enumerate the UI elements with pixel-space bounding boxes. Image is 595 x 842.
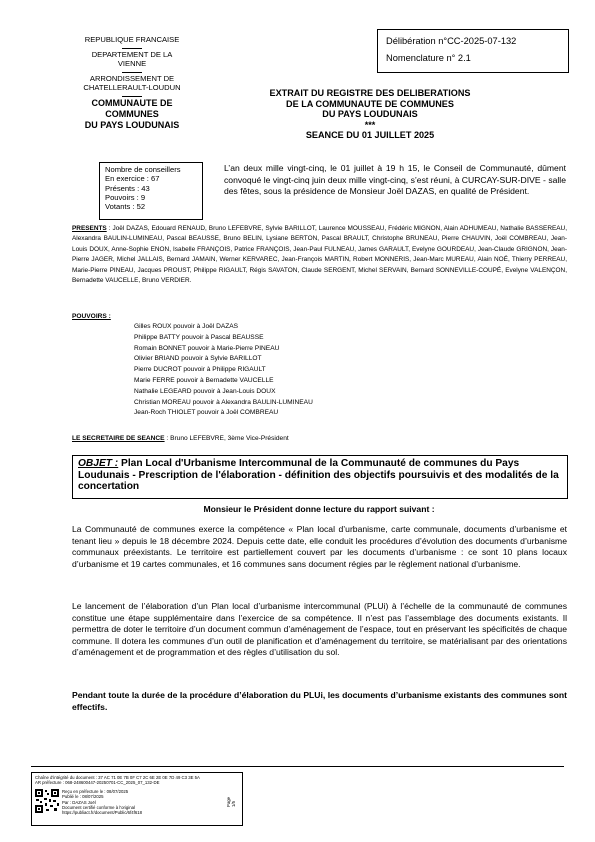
title-stars: *** — [364, 119, 376, 130]
communaute-line-1: COMMUNAUTE DE — [91, 97, 173, 108]
secretaire-label: LE SECRETAIRE DE SEANCE — [72, 435, 165, 442]
pouvoir-item: Nathalie LEGEARD pouvoir à Jean-Louis DOUX — [134, 387, 276, 395]
pouvoirs-list — [134, 322, 313, 419]
paragraph-3: Pendant toute la durée de la procédure d’élaboration du PLUi, les documents d’urbanisme existants des communes sont effectifs. — [72, 690, 567, 712]
presents-list: : Joël DAZAS, Edouard RENAUD, Bruno LEFEBVRE, Sylvie BARILLOT, Laurence MOUSSEAU, Frédéric MIGNON, Alain ADHUMEAU, Nathalie BASSEREAU, Alexandra BAULIN-LUMINEAU, Pascal BEAUSSE, Bruno BELIN, Lysiane BERTON, Pascal BRAULT, Christophe BRUNEAU, Pierre CHAUVIN, Joël COMBREAU, Jean-Louis DOUX, Anne-Sophie ENON, Isabelle FRANÇOIS, Patrice FRANÇOIS, Jean-Paul FULNEAU, James GARAULT, Evelyne GOURDEAU, Jean-Claude GRIGNON, Jean-Pierre JAGER, Michel JALLAIS, Bernard JAMAIN, Werner KERVAREC, Jean-François MARTIN, Robert MONNERIS, Jean-Marc MUREAU, Alain NOÉ, Thierry PERREAU, Marie-Pierre PINEAU, Jacques PROUST, Philippe RIGAULT, Régis SAVATON, Claude SERGENT, Michel SERVAIN, Bernard SONNEVILLE-COUPÉ, Evelyne VALENÇON, Bernadette VAUCELLE, Bruno VERDIER. — [72, 225, 567, 285]
paragraph-2: Le lancement de l’élaboration d’un Plan local d’urbanisme intercommunal (PLUi) à l’échelle de la communauté de communes constitue une étape supplémentaire dans l’exercice de sa compétence. Il n’est pas l’assemblage des documents existants. Il permettra de doter le territoire d’un document commun d’aménagement de l’espace, tout en préservant les spécificités de chaque commune. Il dotera les communes d’un outil de planification et d’aménagement du territoire, se matérialisant par des orientations d’aménagement et de programmation et des règles d’utilisation du sol. — [72, 601, 567, 658]
stamp-integrity: Chaîne d'intégrité du document : 37 AC 71 0E 7B 0F C7 2C 6E 2E 0E 7D 49 C3 3E 5A — [35, 775, 200, 780]
stat-pouvoirs: Pouvoirs : 9 — [105, 192, 146, 202]
pouvoir-item: Jean-Roch THIOLET pouvoir à Joël COMBREAU — [134, 409, 279, 417]
title-block — [230, 88, 510, 141]
header-left — [82, 35, 182, 131]
report-heading: Monsieur le Président donne lecture du rapport suivant : — [203, 504, 435, 514]
pouvoir-item: Pierre DUCROT pouvoir à Philippe RIGAULT — [134, 366, 266, 374]
presents-label: PRESENTS — [72, 225, 107, 232]
objet-box — [72, 455, 568, 499]
secretaire-name: : Bruno LEFEBVRE, 3ème Vice-Président — [164, 435, 289, 442]
stamp-header — [35, 775, 200, 786]
presents-block — [72, 224, 567, 286]
objet-text — [78, 458, 562, 493]
pouvoirs-label: POUVOIRS : — [72, 313, 111, 320]
title-line-3: DU PAYS LOUDUNAIS — [322, 109, 418, 119]
stat-nombre: Nombre de conseillers — [105, 165, 181, 174]
communaute-line-3: DU PAYS LOUDUNAIS — [84, 119, 180, 130]
stat-votants: Votants : 52 — [105, 202, 146, 212]
arrondissement-label-2: CHATELLERAULT-LOUDUN — [83, 83, 181, 92]
separator — [82, 69, 182, 74]
stamp-received: Reçu en préfecture le : 08/07/2025 — [62, 789, 129, 794]
qr-code-icon — [35, 789, 59, 813]
separator — [82, 93, 182, 98]
republique-label: REPUBLIQUE FRANCAISE — [84, 35, 180, 44]
stat-presents: Présents : 43 — [105, 183, 150, 193]
title-line-1: EXTRAIT DU REGISTRE DES DELIBERATIONS — [269, 88, 471, 98]
pouvoir-item: Romain BONNET pouvoir à Marie-Pierre PINEAU — [134, 344, 280, 352]
stat-exercice: En exercice : 67 — [105, 174, 160, 184]
departement-label-2: VIENNE — [117, 59, 147, 68]
objet-title: Plan Local d'Urbanisme Intercommunal de la Communauté de communes du Pays Loudunais - Prescription de l'élaboration - définition des objectifs poursuivis et des modalités de la concertation — [78, 458, 559, 493]
page-number: Page 1/5 — [226, 796, 236, 807]
pouvoir-item: Christian MOREAU pouvoir à Alexandra BAULIN-LUMINEAU — [134, 398, 313, 406]
paragraph-1: La Communauté de communes exerce la compétence « Plan local d’urbanisme, carte communale, documents d’urbanisme et tenant lieu » depuis le 18 décembre 2024. Depuis cette date, elle conduit les procédures d’évolution des documents d’urbanisme communaux préexistants. Le territoire est partiellement couvert par les documents d’urbanisme : ce sont 10 plans locaux d’urbanisme et 19 cartes communales, et 16 communes sans document régies par le règlement national d’urbanisme. — [72, 524, 567, 569]
stamp-ar: AR préfecture : 068-248600447-20250701-CC_2025_07_132-DE — [35, 780, 160, 786]
arrondissement-label: ARRONDISSEMENT DE — [89, 73, 175, 83]
communaute-line-2: COMMUNES — [105, 108, 159, 119]
communaute-label — [82, 98, 182, 131]
objet-label: OBJET : — [78, 458, 119, 469]
pouvoir-item: Philippe BATTY pouvoir à Pascal BEAUSSE — [134, 333, 264, 341]
deliberation-box — [377, 29, 569, 73]
stamp-info — [62, 789, 142, 815]
intro-paragraph: L’an deux mille vingt-cinq, le 01 juillet à 19 h 15, le Conseil de Communauté, dûment convoqué le vingt-cinq juin deux mille vingt-cinq, s’est réuni, à CURCAY-SUR-DIVE - salle des fêtes, sous la présidence de Monsieur Joël DAZAS, en qualité de Président. — [224, 163, 566, 197]
pouvoir-item: Gilles ROUX pouvoir à Joël DAZAS — [134, 323, 239, 330]
seance-date: SEANCE DU 01 JUILLET 2025 — [305, 130, 435, 140]
pouvoir-item: Marie FERRE pouvoir à Bernadette VAUCELLE — [134, 376, 274, 384]
nomenclature: Nomenclature n° 2.1 — [386, 53, 471, 63]
stamp-published: Publié le : 08/07/2025 — [62, 794, 104, 800]
separator — [82, 45, 182, 50]
footer-divider — [31, 766, 564, 767]
departement-label: DEPARTEMENT DE LA — [91, 49, 173, 59]
deliberation-number: Délibération n°CC-2025-07-132 — [386, 36, 517, 46]
stamp-url: https://publiact.fr/document/Public/6f4f618 — [62, 810, 143, 816]
title-line-2: DE LA COMMUNAUTE DE COMMUNES — [286, 98, 454, 109]
secretaire-block — [72, 435, 289, 442]
stamp-certified: Document certifié conforme à l'original — [62, 804, 135, 810]
stamp-by: Par : DAZAS Joël — [62, 799, 96, 805]
certification-stamp — [31, 772, 243, 826]
conseillers-stats-box — [99, 162, 203, 220]
pouvoir-item: Olivier BRIAND pouvoir à Sylvie BARILLOT — [134, 355, 262, 363]
